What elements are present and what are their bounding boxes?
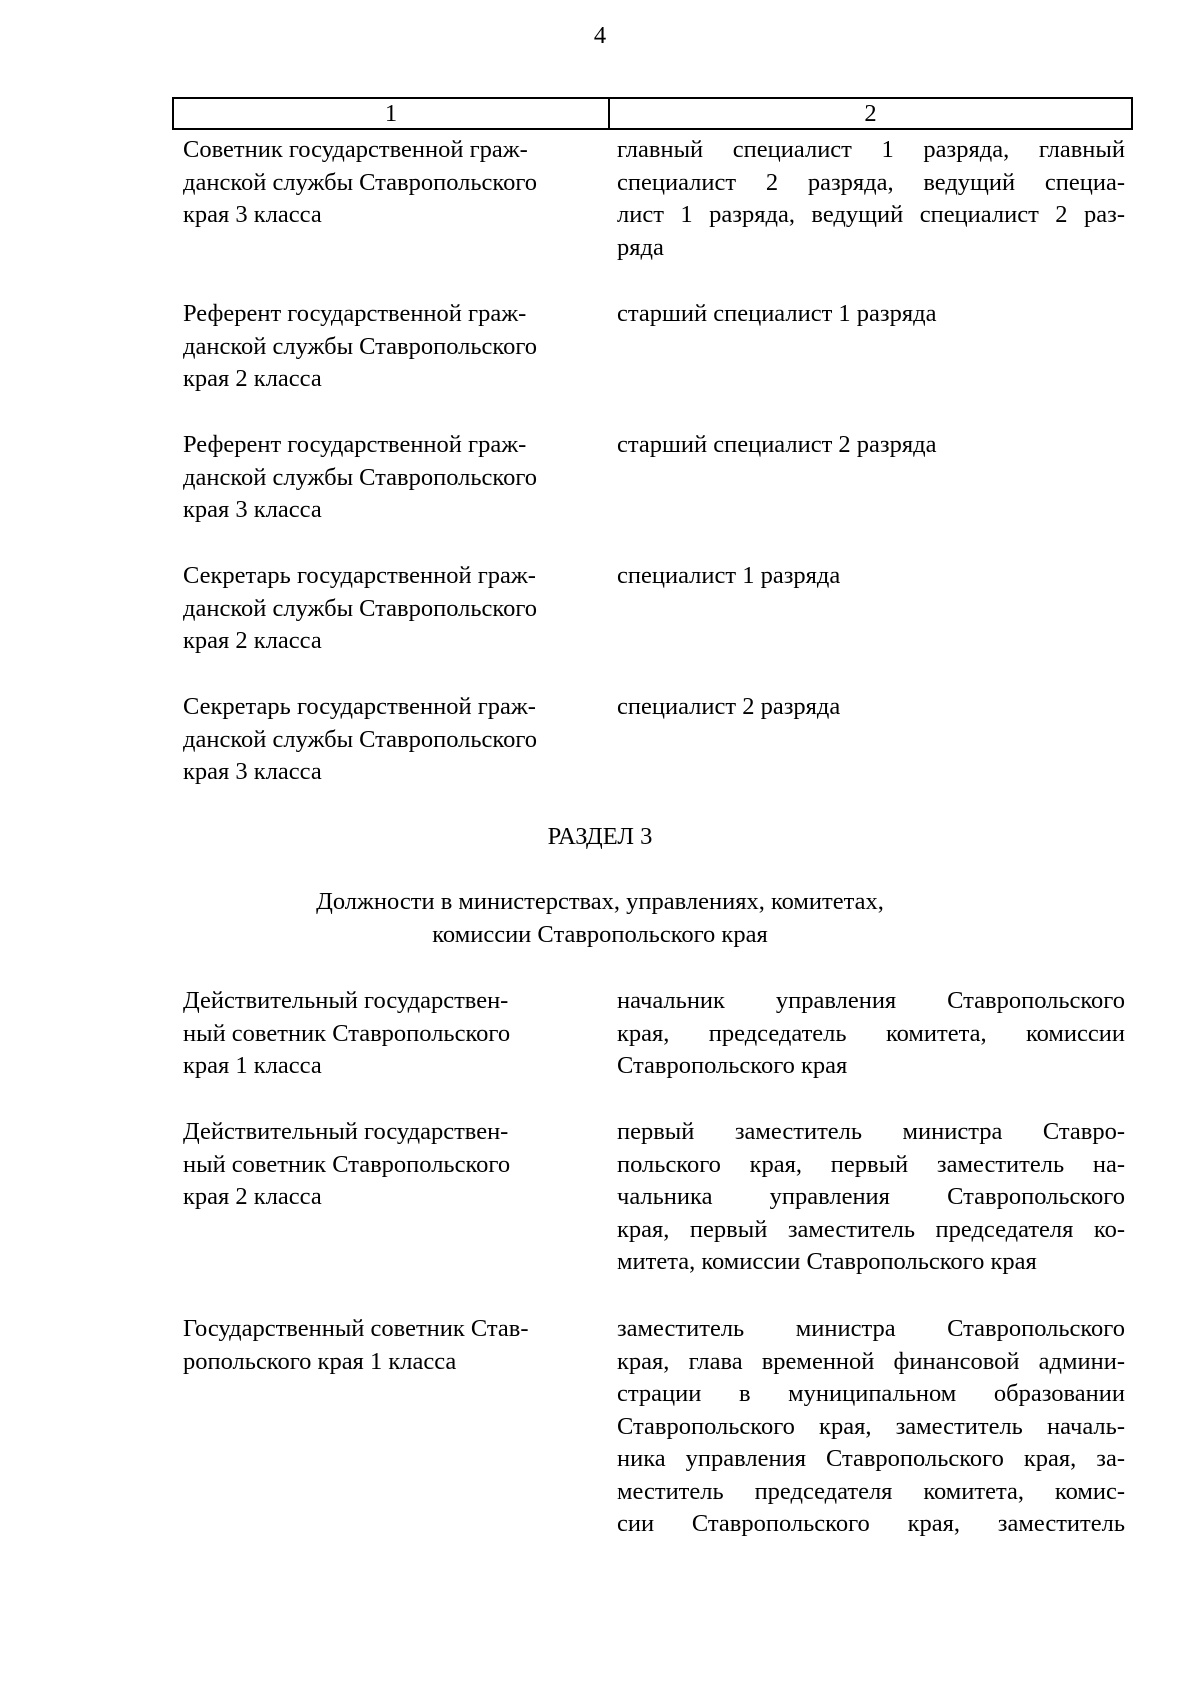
table-column-header <box>172 97 1133 130</box>
text-line: края, председатель комитета, комиссии <box>617 1019 1125 1047</box>
position-cell <box>617 560 1125 593</box>
text-line: польского края, первый заместитель на- <box>617 1150 1125 1178</box>
text-line: главный специалист 1 разряда, главный <box>617 136 1125 163</box>
text-line: митета, комиссии Ставропольского края <box>617 1248 1037 1275</box>
text-line: Секретарь государственной граж- <box>183 562 536 589</box>
text-line: края 1 класса <box>183 1052 322 1079</box>
text-line: ный советник Ставропольского <box>183 1150 511 1178</box>
text-line: края, глава временной финансовой админи- <box>617 1347 1125 1375</box>
text-line: Действительный государствен- <box>183 1118 509 1145</box>
text-line: сии Ставропольского края, заместитель <box>617 1510 1125 1537</box>
text-line: данской службы Ставропольского <box>183 725 538 753</box>
text-line: Ставропольского края, заместитель началь- <box>617 1412 1125 1440</box>
text-line: Действительный государствен- <box>183 987 509 1014</box>
text-line: края, первый заместитель председателя ко- <box>617 1215 1125 1243</box>
text-line: заместитель министра Ставропольского <box>617 1315 1125 1342</box>
text-line: Государственный советник Став- <box>183 1315 529 1342</box>
text-line: данской службы Ставропольского <box>183 463 538 491</box>
text-line: меститель председателя комитета, комис- <box>617 1477 1125 1505</box>
class-rank-cell <box>183 560 604 658</box>
text-line: специалист 2 разряда, ведущий специа- <box>617 168 1125 196</box>
class-rank-cell <box>183 985 604 1083</box>
class-rank-cell <box>183 1313 604 1378</box>
text-line: старший специалист 2 разряда <box>617 431 937 458</box>
section-title: РАЗДЕЛ 3 <box>547 823 653 850</box>
text-line: старший специалист 1 разряда <box>617 300 937 327</box>
text-line: ника управления Ставропольского края, за- <box>617 1445 1125 1472</box>
text-line: края 3 класса <box>183 201 322 228</box>
section-subtitle-line: Должности в министерствах, управлениях, комитетах, <box>316 888 884 915</box>
section-subtitle <box>0 886 1200 951</box>
text-line: края 2 класса <box>183 627 322 654</box>
class-rank-cell <box>183 429 604 527</box>
text-line: края 2 класса <box>183 365 322 392</box>
class-rank-cell <box>183 1116 604 1214</box>
text-line: лист 1 разряда, ведущий специалист 2 раз- <box>617 201 1125 228</box>
text-line: чальника управления Ставропольского <box>617 1183 1125 1210</box>
position-cell <box>617 1116 1125 1279</box>
text-line: края 3 класса <box>183 758 322 785</box>
text-line: ропольского края 1 класса <box>183 1347 457 1375</box>
text-line: страции в муниципальном образовании <box>617 1380 1125 1407</box>
text-line: Секретарь государственной граж- <box>183 693 536 720</box>
class-rank-cell <box>183 691 604 789</box>
text-line: Референт государственной граж- <box>183 300 527 327</box>
position-cell <box>617 298 1125 331</box>
text-line: Референт государственной граж- <box>183 431 527 458</box>
text-line: начальник управления Ставропольского <box>617 987 1125 1014</box>
text-line: специалист 2 разряда <box>617 693 841 720</box>
page-number: 4 <box>593 22 607 49</box>
text-line: первый заместитель министра Ставро- <box>617 1118 1125 1145</box>
class-rank-cell <box>183 134 604 232</box>
column-2-number: 2 <box>864 100 877 127</box>
column-1-number: 1 <box>174 99 610 128</box>
text-line: данской службы Ставропольского <box>183 332 538 360</box>
text-line: специалист 1 разряда <box>617 562 841 589</box>
text-line: ряда <box>617 233 664 261</box>
class-rank-cell <box>183 298 604 396</box>
text-line: Советник государственной граж- <box>183 136 528 163</box>
position-cell <box>617 985 1125 1083</box>
text-line: края 2 класса <box>183 1183 322 1210</box>
position-cell <box>617 1313 1125 1541</box>
text-line: данской службы Ставропольского <box>183 594 538 622</box>
text-line: Ставропольского края <box>617 1052 848 1079</box>
text-line: края 3 класса <box>183 496 322 523</box>
position-cell <box>617 134 1125 264</box>
position-cell <box>617 429 1125 462</box>
section-subtitle-line: комиссии Ставропольского края <box>432 920 768 948</box>
text-line: данской службы Ставропольского <box>183 168 538 196</box>
position-cell <box>617 691 1125 724</box>
text-line: ный советник Ставропольского <box>183 1019 511 1047</box>
